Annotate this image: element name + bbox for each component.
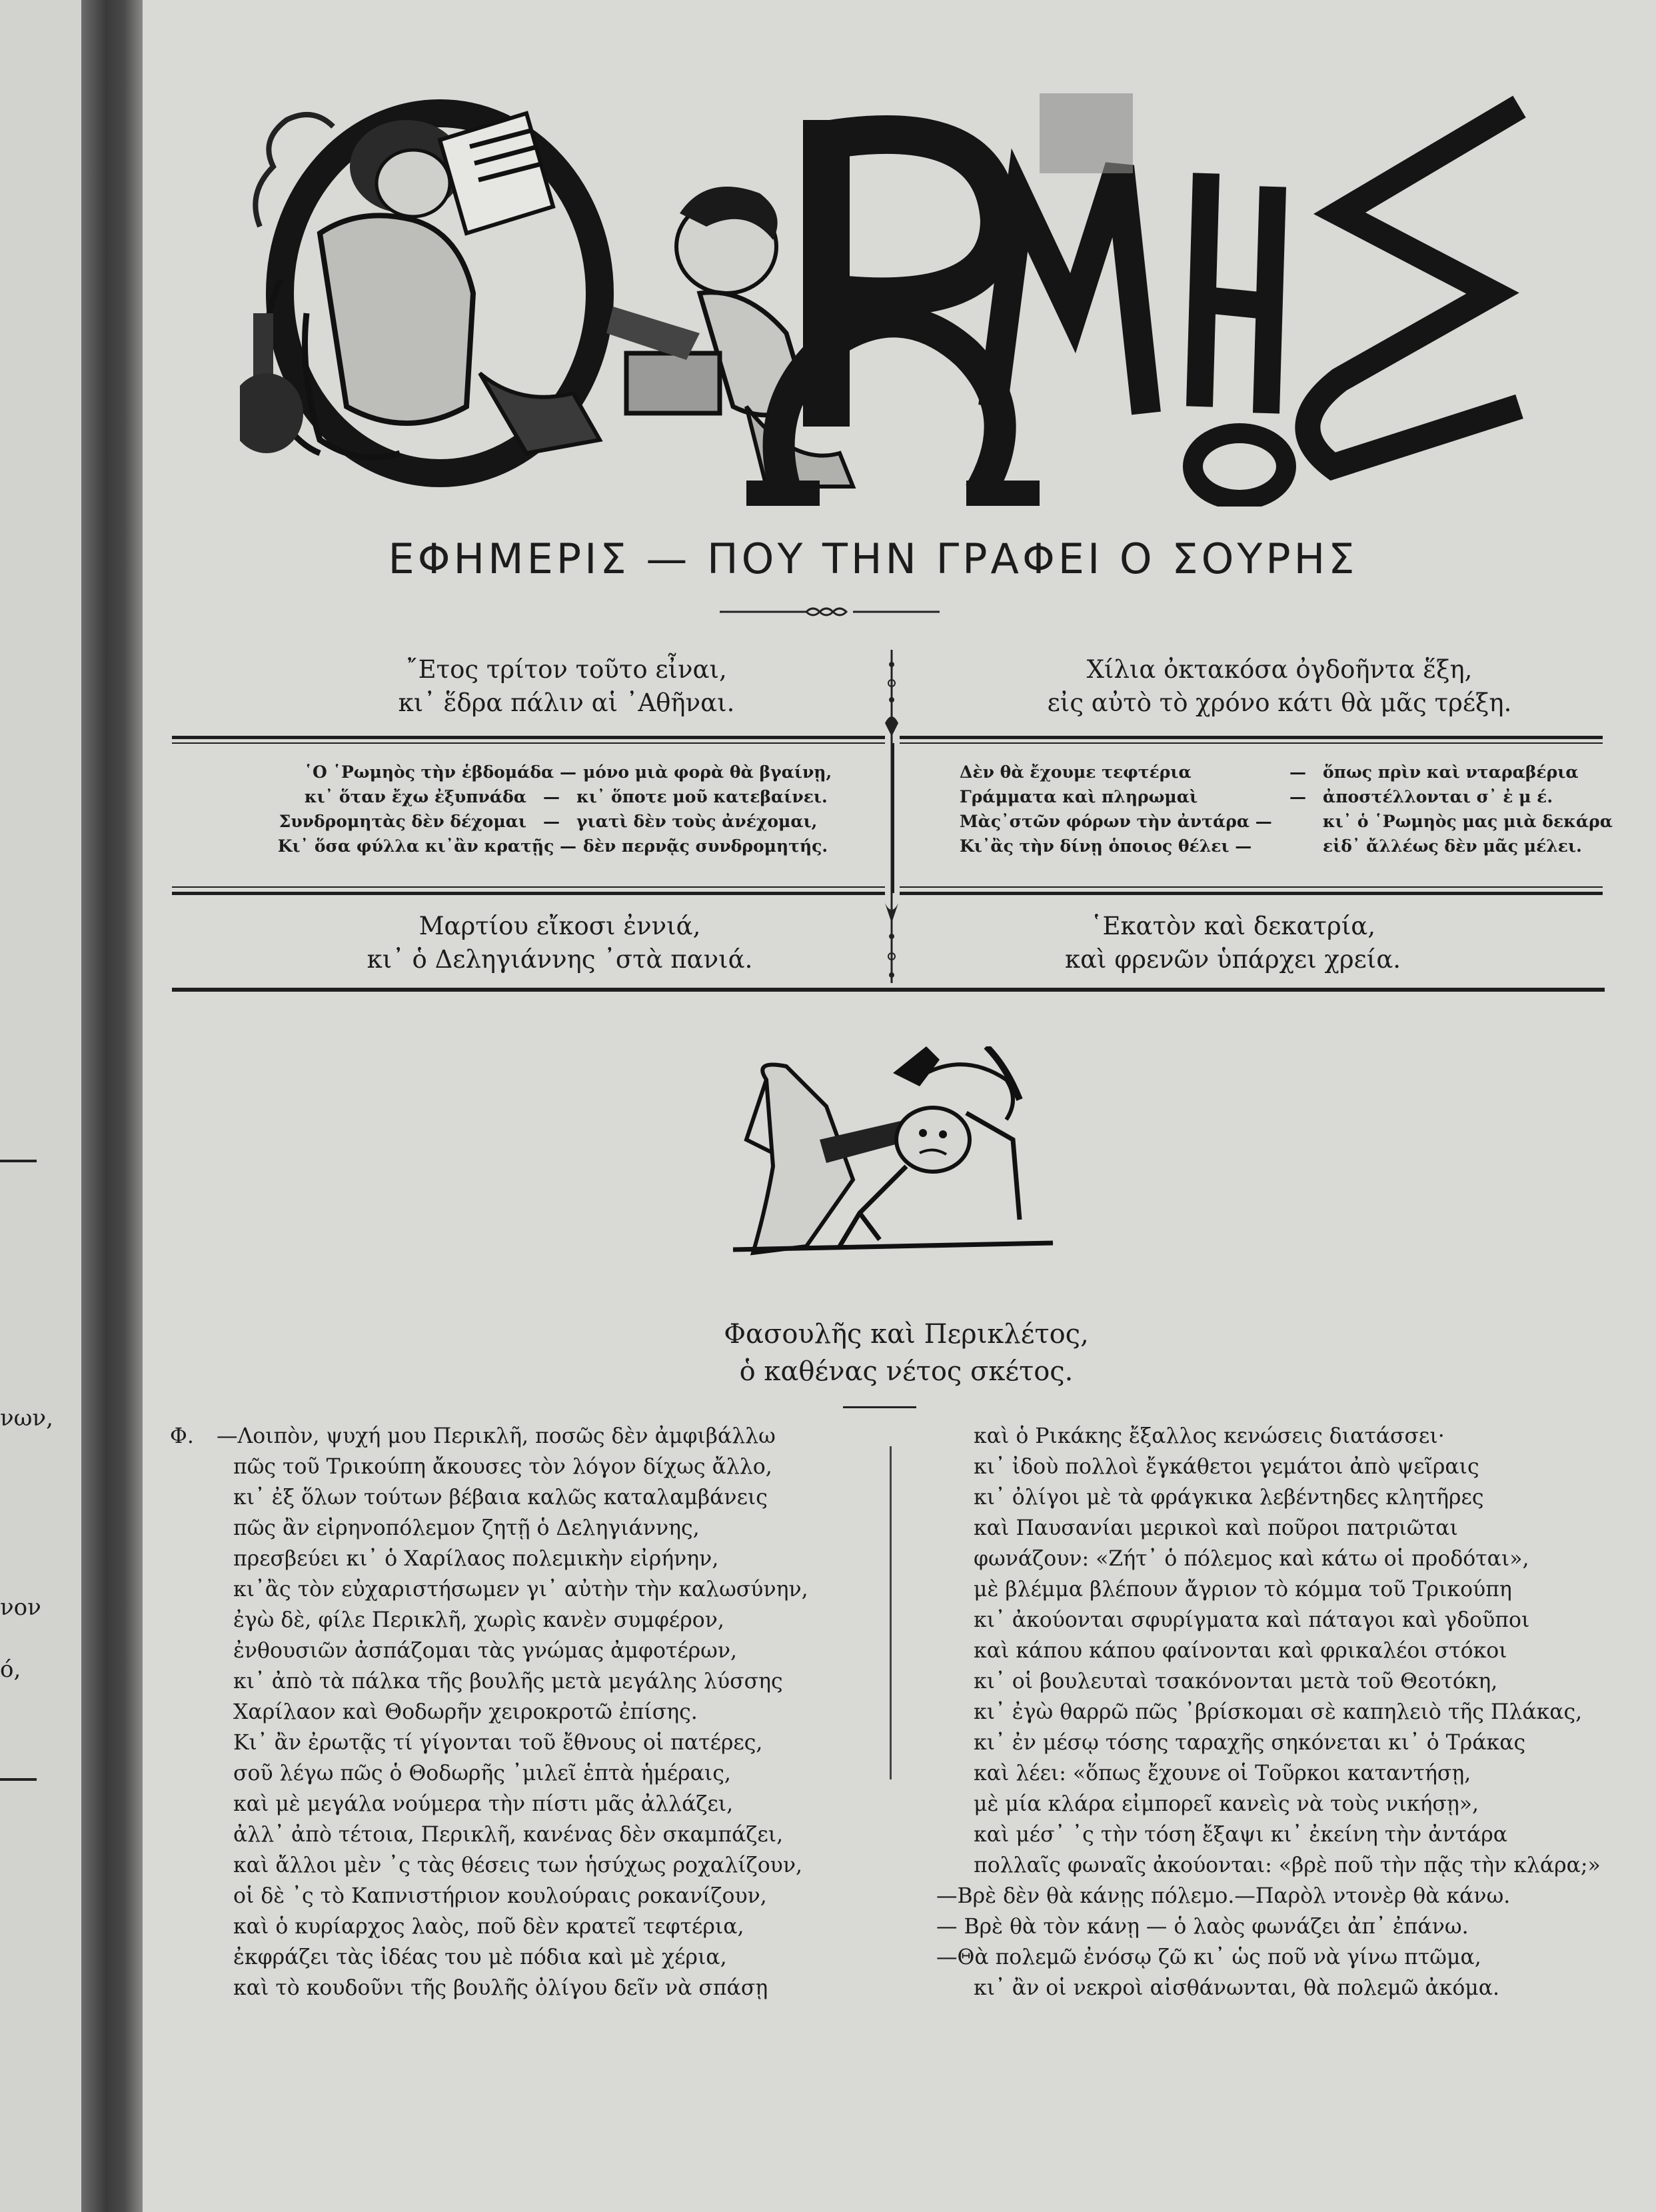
dialogue-line: καὶ Παυσανίαι μερικοὶ καὶ ποῦροι πατριῶται [974, 1516, 1458, 1540]
dialogue-line: κι᾿ἂς τὸν εὐχαριστήσωμεν γι᾿ αὐτὴν τὴν καλωσύνην, [233, 1578, 808, 1602]
box-rule-top-left-thin [172, 742, 885, 744]
dialogue-line: φωνάζουν: «Ζήτ᾿ ὁ πόλεμος καὶ κάτω οἱ προδόται», [974, 1547, 1529, 1571]
verse-line: ῎Ετος τρίτον τοῦτο εἶναι, [406, 655, 727, 684]
box-rule-bottom-left-thin [172, 886, 885, 888]
box-rule-top-right-thin [900, 742, 1603, 744]
terms-row: Μὰς᾿στῶν φόρων τὴν ἀντάρα — κι᾿ ὁ ῾Ρωμηὸς μας μιὰ δεκάρα [960, 812, 1613, 831]
masthead-logo [240, 93, 1546, 507]
dialogue-line: καὶ ὁ κυρίαρχος λαὸς, ποῦ δὲν κρατεῖ τεφτέρια, [233, 1915, 744, 1939]
edge-rule [0, 1160, 37, 1162]
edge-fragment: νων, [0, 1405, 53, 1432]
dialogue-line: κι᾿ ἀκούονται σφυρίγματα καὶ πάταγοι καὶ γδοῦποι [974, 1608, 1530, 1632]
dialogue-line: Κι᾿ ἂν ἐρωτᾷς τί γίγονται τοῦ ἔθνους οἱ πατέρες, [233, 1731, 763, 1755]
dialogue-line: κι᾿ ἂν οἱ νεκροὶ αἰσθάνωνται, θὰ πολεμῶ ἀκόμα. [974, 1976, 1500, 2000]
date-verse-right [1000, 910, 1466, 976]
ornament-divider [720, 603, 940, 620]
verse-line: Μαρτίου εἴκοσι ἐννιά, [418, 912, 701, 940]
terms-row: κι᾿ ὅταν ἔχω ἐξυπνάδα — κι᾿ ὅποτε μοῦ κατεβαίνει. [304, 787, 828, 806]
masthead-subtitle: ΕΦΗΜΕΡΙΣ — ΠΟΥ ΤΗΝ ΓΡΑΦΕΙ Ο ΣΟΥΡΗΣ [388, 535, 1358, 583]
dialogue-line: πῶς ἂν εἰρηνοπόλεμον ζητῇ ὁ Δεληγιάννης, [233, 1516, 700, 1540]
verse-line: καὶ φρενῶν ὑπάρχει χρεία. [1064, 945, 1401, 974]
dialogue-line: οἱ δὲ ᾿ς τὸ Καπνιστήριον κουλούραις ροκανίζουν, [233, 1884, 767, 1908]
edge-rule [0, 1778, 37, 1781]
terms-row: Συνδρομητὰς δὲν δέχομαι — γιατὶ δὲν τοὺς ἀνέχομαι, [279, 812, 818, 831]
terms-row: Κι᾿ἂς τὴν δίνῃ ὁποιος θέλει — εἰδ᾿ ἄλλέως δὲν μᾶς μέλει. [960, 836, 1582, 856]
dialogue-line: κι᾿ οἱ βουλευταὶ τσακόνονται μετὰ τοῦ Θεοτόκη, [974, 1669, 1498, 1693]
dialogue-line: κι᾿ ἐν μέσῳ τόσης ταραχῆς σηκόνεται κι᾿ ὁ Τράκας [974, 1731, 1526, 1755]
dialogue-line: ἐγὼ δὲ, φίλε Περικλῆ, χωρὶς κανὲν συμφέρον, [233, 1608, 724, 1632]
dialogue-line: πῶς τοῦ Τρικούπη ἄκουσες τὸν λόγον δίχως ἄλλο, [233, 1455, 772, 1479]
dialogue-line: Φ. —Λοιπὸν, ψυχή μου Περικλῆ, ποσῶς δὲν ἀμφιβάλλω [170, 1421, 808, 1452]
dialogue-line: καὶ μὲ μεγάλα νούμερα τὴν πίστι μᾶς ἀλλάζει, [233, 1792, 734, 1816]
facing-page-edge [0, 0, 87, 2212]
header-verse-right [1026, 653, 1533, 720]
column-divider [890, 1446, 892, 1779]
dialogue-line: κι᾿ ἐγὼ θαρρῶ πῶς ᾿βρίσκομαι σὲ καπηλειὸ τῆς Πλάκας, [974, 1700, 1583, 1724]
box-rule-bottom-right-thin [900, 886, 1603, 888]
dialogue-line: σοῦ λέγω πῶς ὁ Θοδωρῆς ᾿μιλεῖ ἑπτὰ ἡμέραις, [233, 1761, 731, 1785]
dialogue-line: πρεσβεύει κι᾿ ὁ Χαρίλαος πολεμικὴν εἰρήνην, [233, 1547, 719, 1571]
dialogue-line: καὶ λέει: «ὅπως ἔχουνε οἱ Τοῦρκοι καταντήσῃ, [974, 1761, 1471, 1785]
dialogue-line: καὶ ὁ Ρικάκης ἔξαλλος κενώσεις διατάσσει· [974, 1424, 1445, 1448]
dialogue-line: —Θὰ πολεμῶ ἐνόσῳ ζῶ κι᾿ ὡς ποῦ νὰ γίνω πτῶμα, [936, 1945, 1481, 1969]
caption-line: Φασουλῆς καὶ Περικλέτος, [724, 1319, 1089, 1350]
dialogue-line: ἐκφράζει τὰς ἰδέας του μὲ πόδια καὶ μὲ χέρια, [233, 1945, 727, 1969]
edge-fragment: ό, [0, 1656, 21, 1683]
caption-line: ὁ καθένας νέτος σκέτος. [739, 1356, 1074, 1387]
dialogue-column-left [170, 1421, 808, 2003]
dialogue-line: ἀλλ᾿ ἀπὸ τέτοια, Περικλῆ, κανένας δὲν σκαμπάζει, [233, 1823, 784, 1847]
box-rule-bottom-left [172, 892, 885, 895]
verse-line: εἰς αὐτὸ τὸ χρόνο κάτι θὰ μᾶς τρέξη. [1047, 688, 1512, 717]
dialogue-line: καὶ μέσ᾿ ᾿ς τὴν τόση ἔξαψι κι᾿ ἐκείνη τὴν ἀντάρα [974, 1823, 1508, 1847]
speaker-label: Φ. [170, 1424, 194, 1448]
caption-rule [843, 1406, 916, 1408]
terms-row: ῾Ο ῾Ρωμηὸς τὴν ἑβδομάδα — μόνο μιὰ φορὰ θὰ βγαίνῃ, [304, 762, 832, 782]
dialogue-line: μὲ μία κλάρα εἰμπορεῖ κανεὶς νὰ τοὺς νικήσῃ», [974, 1792, 1479, 1816]
box-rule-top-left [172, 736, 885, 739]
dialogue-line: κι᾿ ἀπὸ τὰ πάλκα τῆς βουλῆς μετὰ μεγάλης λύσσης [233, 1669, 783, 1693]
dialogue-line: κι᾿ ὀλίγοι μὲ τὰ φράγκικα λεβέντηδες κλητῆρες [974, 1486, 1484, 1510]
dialogue-line: καὶ ἄλλοι μὲν ᾿ς τὰς θέσεις των ἡσύχως ροχαλίζουν, [233, 1853, 802, 1877]
terms-box-left [200, 760, 866, 858]
cartoon-illustration [726, 1046, 1060, 1286]
verse-line: κι᾿ ὁ Δεληγιάννης ᾿στὰ πανιά. [367, 945, 753, 974]
dialogue-line: κι᾿ ἰδοὺ πολλοὶ ἔγκάθετοι γεμάτοι ἀπὸ ψεῖραις [974, 1455, 1479, 1479]
dialogue-line: καὶ τὸ κουδοῦνι τῆς βουλῆς ὀλίγου δεῖν νὰ σπάσῃ [233, 1976, 768, 2000]
book-binding [81, 0, 143, 2212]
dialogue-line: — Βρὲ θὰ τὸν κάνῃ — ὁ λαὸς φωνάζει ἀπ᾿ ἐπάνω. [936, 1915, 1469, 1939]
dialogue-line: πολλαῖς φωναῖς ἀκούονται: «βρὲ ποῦ τὴν πᾷς τὴν κλάρα;» [974, 1853, 1601, 1877]
dialogue-line: καὶ κάπου κάπου φαίνονται καὶ φρικαλέοι στόκοι [974, 1639, 1507, 1663]
box-rule-top-right [900, 736, 1603, 739]
header-verse-left [373, 653, 760, 720]
dialogue-line: μὲ βλέμμα βλέπουν ἄγριον τὸ κόμμα τοῦ Τρικούπη [974, 1578, 1512, 1602]
verse-line: κι᾿ ἕδρα πάλιν αἱ ᾿Αθῆναι. [398, 688, 735, 717]
dialogue-column-right [936, 1421, 1601, 2003]
dialogue-line: —Βρὲ δὲν θὰ κάνῃς πόλεμο.—Παρὸλ ντονὲρ θὰ κάνω. [936, 1884, 1511, 1908]
terms-box-right [960, 760, 1613, 858]
dialogue-line: ἐνθουσιῶν ἀσπάζομαι τὰς γνώμας ἀμφοτέρων, [233, 1639, 738, 1663]
verse-line: Χίλια ὀκτακόσα ὀγδοῆντα ἕξη, [1086, 655, 1473, 684]
terms-row: Γράμματα καὶ πληρωμαὶ — ἀποστέλλονται σ᾿ ἐ μ έ. [960, 787, 1553, 806]
date-verse-left [320, 910, 800, 976]
terms-row: Δὲν θὰ ἔχουμε τεφτέρια — ὅπως πρὶν καὶ νταραβέρια [960, 762, 1579, 782]
verse-line: ῾Εκατὸν καὶ δεκατρία, [1090, 912, 1376, 940]
cartoon-caption [640, 1316, 1173, 1390]
edge-fragment: νον [0, 1594, 41, 1621]
dialogue-line: Χαρίλαον καὶ Θοδωρῆν χειροκροτῶ ἐπίσης. [233, 1700, 698, 1724]
terms-row: Κι᾿ ὅσα φύλλα κι᾿ἂν κρατῇς — δὲν περνᾷς συνδρομητής. [277, 836, 828, 856]
box-rule-bottom-right [900, 892, 1603, 895]
section-rule [172, 988, 1605, 992]
center-ornament-lower [878, 896, 905, 990]
box-rule-center [892, 743, 894, 893]
dialogue-line: κι᾿ ἐξ ὅλων τούτων βέβαια καλῶς καταλαμβάνεις [233, 1486, 768, 1510]
